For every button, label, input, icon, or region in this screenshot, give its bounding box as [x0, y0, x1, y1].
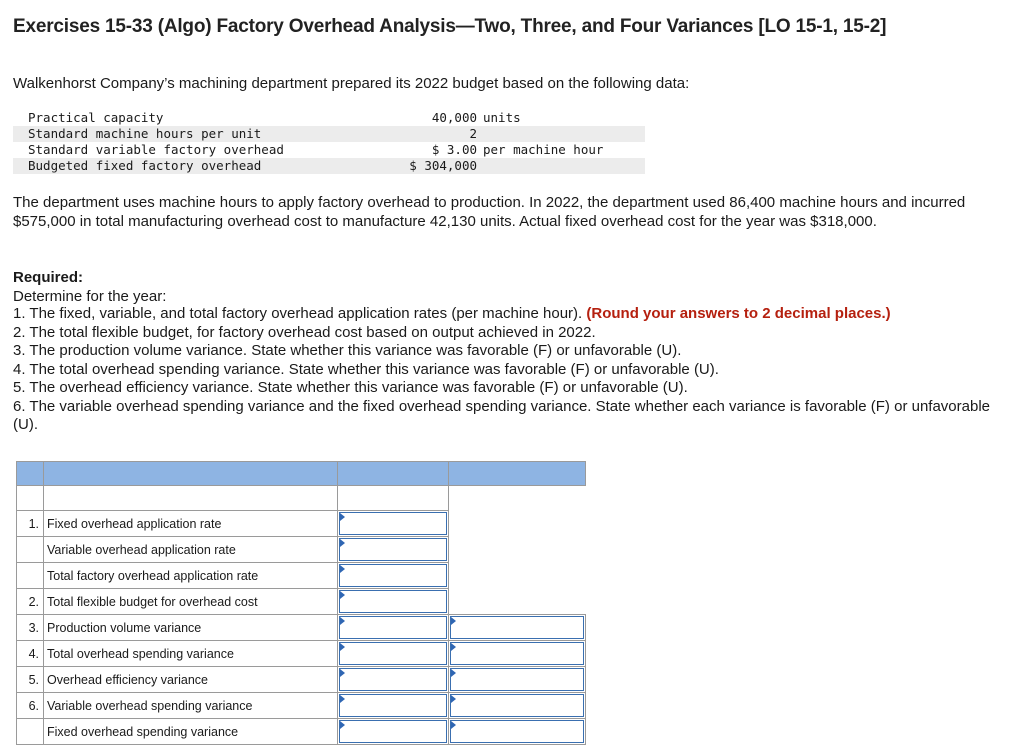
table-row	[17, 719, 586, 745]
budget-value: $ 3.00	[431, 142, 477, 157]
rounding-note: (Round your answers to 2 decimal places.)	[586, 305, 891, 322]
favorable-unfavorable-select[interactable]	[450, 642, 584, 665]
budget-row	[13, 158, 645, 174]
amount-input[interactable]	[339, 616, 447, 639]
row-number	[17, 719, 44, 745]
intro-text: Walkenhorst Company’s machining department prepared its 2022 budget based on the following data:	[13, 75, 690, 92]
favorable-unfavorable-select[interactable]	[450, 720, 584, 743]
amount-input[interactable]	[339, 720, 447, 743]
amount-input[interactable]	[339, 512, 447, 535]
requirement-item: 4. The total overhead spending variance. State whether this variance was favorable (F) or unfavorable (U).	[13, 360, 719, 378]
page-title: Exercises 15-33 (Algo) Factory Overhead Analysis—Two, Three, and Four Variances [LO 15-1, 15-2]	[13, 16, 887, 37]
requirements-list	[13, 305, 1008, 435]
requirement-item: 5. The overhead efficiency variance. State whether this variance was favorable (F) or unfavorable (U).	[13, 379, 688, 396]
requirement-item: 3. The production volume variance. State whether this variance was favorable (F) or unfavorable (U).	[13, 342, 682, 359]
row-label: Overhead efficiency variance	[44, 667, 338, 693]
row-number	[17, 563, 44, 589]
budget-row	[13, 126, 645, 142]
requirement-item: 2. The total flexible budget, for factory overhead cost based on output achieved in 2022.	[13, 323, 596, 341]
amount-input[interactable]	[339, 642, 447, 665]
table-row	[17, 641, 586, 667]
table-row	[17, 667, 586, 693]
requirement-item: 6. The variable overhead spending variance and the fixed overhead spending variance. State whether each variance is favorable (F) or unfavorable (U).	[13, 397, 990, 433]
row-label: Variable overhead application rate	[44, 537, 338, 563]
amount-input[interactable]	[339, 668, 447, 691]
requirement-text: 1. The fixed, variable, and total factory overhead application rates (per machine hour).	[13, 305, 583, 322]
budget-value: $ 304,000	[409, 158, 477, 173]
row-number: 5.	[17, 667, 44, 693]
budget-label: Practical capacity	[28, 110, 164, 125]
budget-unit: units	[483, 110, 521, 125]
budget-data-table	[13, 110, 645, 174]
budget-unit: per machine hour	[483, 142, 604, 157]
table-row	[17, 511, 586, 537]
row-label: Fixed overhead application rate	[44, 511, 338, 537]
answer-table	[16, 461, 586, 745]
row-number: 6.	[17, 693, 44, 719]
amount-input[interactable]	[339, 538, 447, 561]
problem-paragraph: The department uses machine hours to apply factory overhead to production. In 2022, the department used 86,400 machine hours and incurred $575,000 in total manufacturing overhead cost to manufacture 42,130 units. Actual fixed overhead cost for the year was $318,000.	[13, 194, 966, 230]
table-row	[17, 693, 586, 719]
row-number: 1.	[17, 511, 44, 537]
budget-value: 2	[469, 126, 477, 141]
amount-input[interactable]	[339, 590, 447, 613]
row-label: Total factory overhead application rate	[44, 563, 338, 589]
budget-value: 40,000	[431, 110, 477, 125]
table-row	[17, 563, 586, 589]
budget-row	[13, 110, 645, 126]
favorable-unfavorable-select[interactable]	[450, 668, 584, 691]
budget-label: Standard machine hours per unit	[28, 126, 262, 141]
budget-label: Standard variable factory overhead	[28, 142, 284, 157]
budget-label: Budgeted fixed factory overhead	[28, 158, 262, 173]
requirement-item	[13, 305, 1008, 324]
amount-input[interactable]	[339, 564, 447, 587]
amount-input[interactable]	[339, 694, 447, 717]
required-heading: Required:	[13, 269, 84, 286]
table-row	[17, 589, 586, 615]
answer-table-spacer	[17, 486, 586, 511]
answer-table-header	[17, 462, 586, 486]
row-label: Total flexible budget for overhead cost	[44, 589, 338, 615]
favorable-unfavorable-select[interactable]	[450, 694, 584, 717]
row-number	[17, 537, 44, 563]
row-number: 4.	[17, 641, 44, 667]
row-label: Variable overhead spending variance	[44, 693, 338, 719]
table-row	[17, 537, 586, 563]
row-label: Total overhead spending variance	[44, 641, 338, 667]
row-number: 3.	[17, 615, 44, 641]
row-label: Fixed overhead spending variance	[44, 719, 338, 745]
row-label: Production volume variance	[44, 615, 338, 641]
budget-row	[13, 142, 645, 158]
favorable-unfavorable-select[interactable]	[450, 616, 584, 639]
row-number: 2.	[17, 589, 44, 615]
required-subheading: Determine for the year:	[13, 288, 167, 305]
table-row	[17, 615, 586, 641]
